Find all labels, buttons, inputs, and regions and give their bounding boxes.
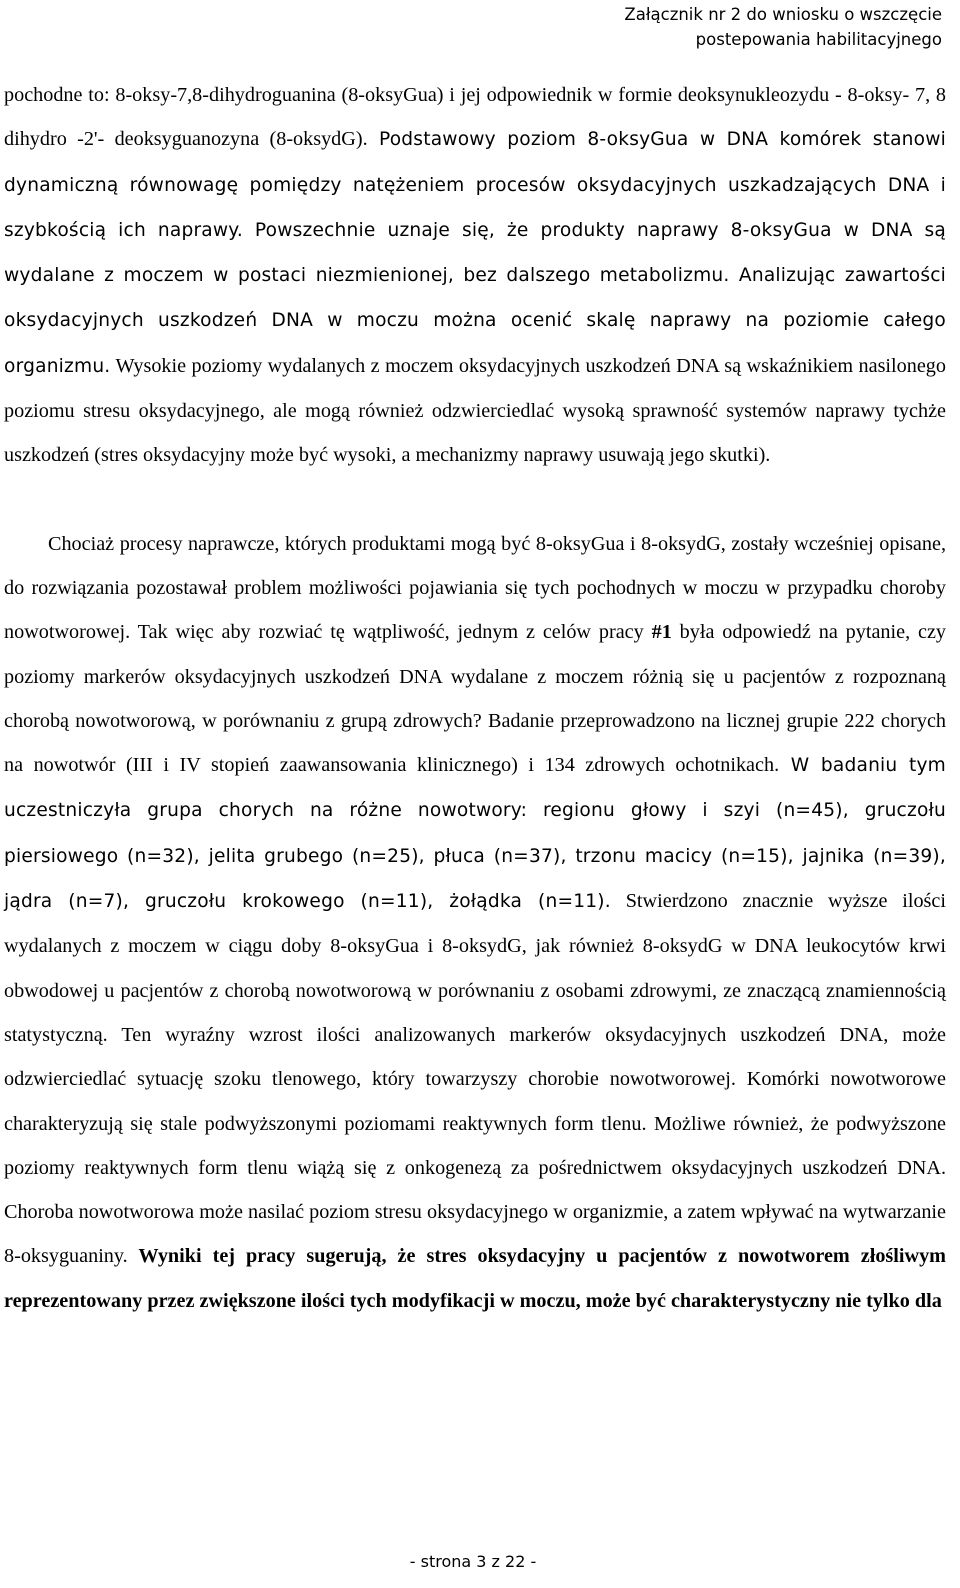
p2-sentence-1a: Chociaż procesy naprawcze, których produktami mogą być 8-oksyGua i 8-oksydG, zostały wcześniej opisane, do rozwiązania pozostawał problem możliwości pojawiania się tych pochodnych w moczu w przypadku choroby nowotworowej. — [4, 532, 946, 644]
p2-sentence-1c: była odpowiedź na pytanie, czy poziomy markerów oksydacyjnych uszkodzeń DNA wydalane z moczem różnią się u pacjentów z rozpoznaną chorobą nowotworową, w porównaniu z grupą zdrowych? — [4, 621, 946, 732]
bold-conclusion: Wyniki tej pracy sugerują, że stres oksydacyjny u pacjentów z nowotworem złośliwym reprezentowany przez zwiększone ilości tych modyfikacji w moczu, może być charakterystyczny nie tylko dla — [4, 1245, 946, 1312]
work-reference: #1 — [651, 621, 672, 644]
p2-sentence-4: Stwierdzono znacznie wyższe ilości wydalanych z moczem w ciągu doby 8-oksyGua i 8-oksydG, jak również 8-oksydG w DNA leukocytów krwi obwodowej u pacjentów z chorobą nowotworową w porównaniu z osobami zdrowymi, ze znaczącą znamiennością statystyczną. Ten wyraźny wzrost ilości analizowanych markerów oksydacyjnych uszkodzeń DNA, może odzwierciedlać sytuację szoku tlenowego, który towarzyszy chorobie nowotworowej. Komórki nowotworowe charakteryzują się stale podwyższonymi poziomami reaktywnych form tlenu. Możliwe również, że podwyższone poziomy reaktywnych form tlenu wiążą się z onkogenezą za pośrednictwem oksydacyjnych uszkodzeń DNA. Choroba nowotworowa może nasilać poziom stresu oksydacyjnego w organizmie, a zatem wpływać na wytwarzanie 8-oksyguaniny. — [4, 890, 946, 1268]
header-line-1: Załącznik nr 2 do wniosku o wszczęcie — [624, 5, 942, 24]
paragraph-1 — [4, 73, 946, 478]
document-header — [624, 2, 942, 52]
header-line-2: postepowania habilitacyjnego — [695, 30, 942, 49]
document-body — [4, 73, 946, 1323]
p1-sentence-1: pochodne to: 8-oksy-7,8-dihydroguanina (8-oksyGua) i jej odpowiednik w formie deoksynukleozydu - 8-oksy- 7, 8 dihydro -2'- deoksyguanozyna (8-oksydG). — [4, 84, 946, 151]
p2-sentence-2: Badanie przeprowadzono na licznej grupie 222 chorych na nowotwór (III i IV stopień zaawansowania klinicznego) i 134 zdrowych ochotnikach. — [4, 709, 947, 777]
p1-sentence-3: Powszechnie uznaje się, że produkty naprawy 8-oksyGua w DNA są wydalane z moczem w postaci niezmienionej, bez dalszego metabolizmu. — [4, 219, 947, 287]
p1-sentence-2: Podstawowy poziom 8-oksyGua w DNA komórek stanowi dynamiczną równowagę pomiędzy natężeniem procesów oksydacyjnych uszkadzających DNA i szybkością ich naprawy. — [4, 129, 947, 241]
paragraph-2 — [4, 522, 946, 1323]
p1-sentence-5: Wysokie poziomy wydalanych z moczem oksydacyjnych uszkodzeń DNA są wskaźnikiem nasilonego poziomu stresu oksydacyjnego, ale mogą również odzwierciedlać wysoką sprawność systemów naprawy tychże uszkodzeń (stres oksydacyjny może być wysoki, a mechanizmy naprawy usuwają jego skutki). — [4, 354, 946, 467]
p2-sentence-3: W badaniu tym uczestniczyła grupa chorych na różne nowotwory: regionu głowy i szyi (n=45), gruczołu piersiowego (n=32), jelita grubego (n=25), płuca (n=37), trzonu macicy (n=15), jajnika (n=39), jądra (n=7), gruczołu krokowego (n=11), żołądka (n=11). — [4, 755, 946, 913]
p1-sentence-4: Analizując zawartości oksydacyjnych uszkodzeń DNA w moczu można ocenić skalę naprawy na poziomie całego organizmu. — [4, 265, 947, 377]
p2-sentence-1b: Tak więc aby rozwiać tę wątpliwość, jednym z celów pracy — [130, 621, 652, 644]
page-number: - strona 3 z 22 - — [409, 1552, 537, 1571]
